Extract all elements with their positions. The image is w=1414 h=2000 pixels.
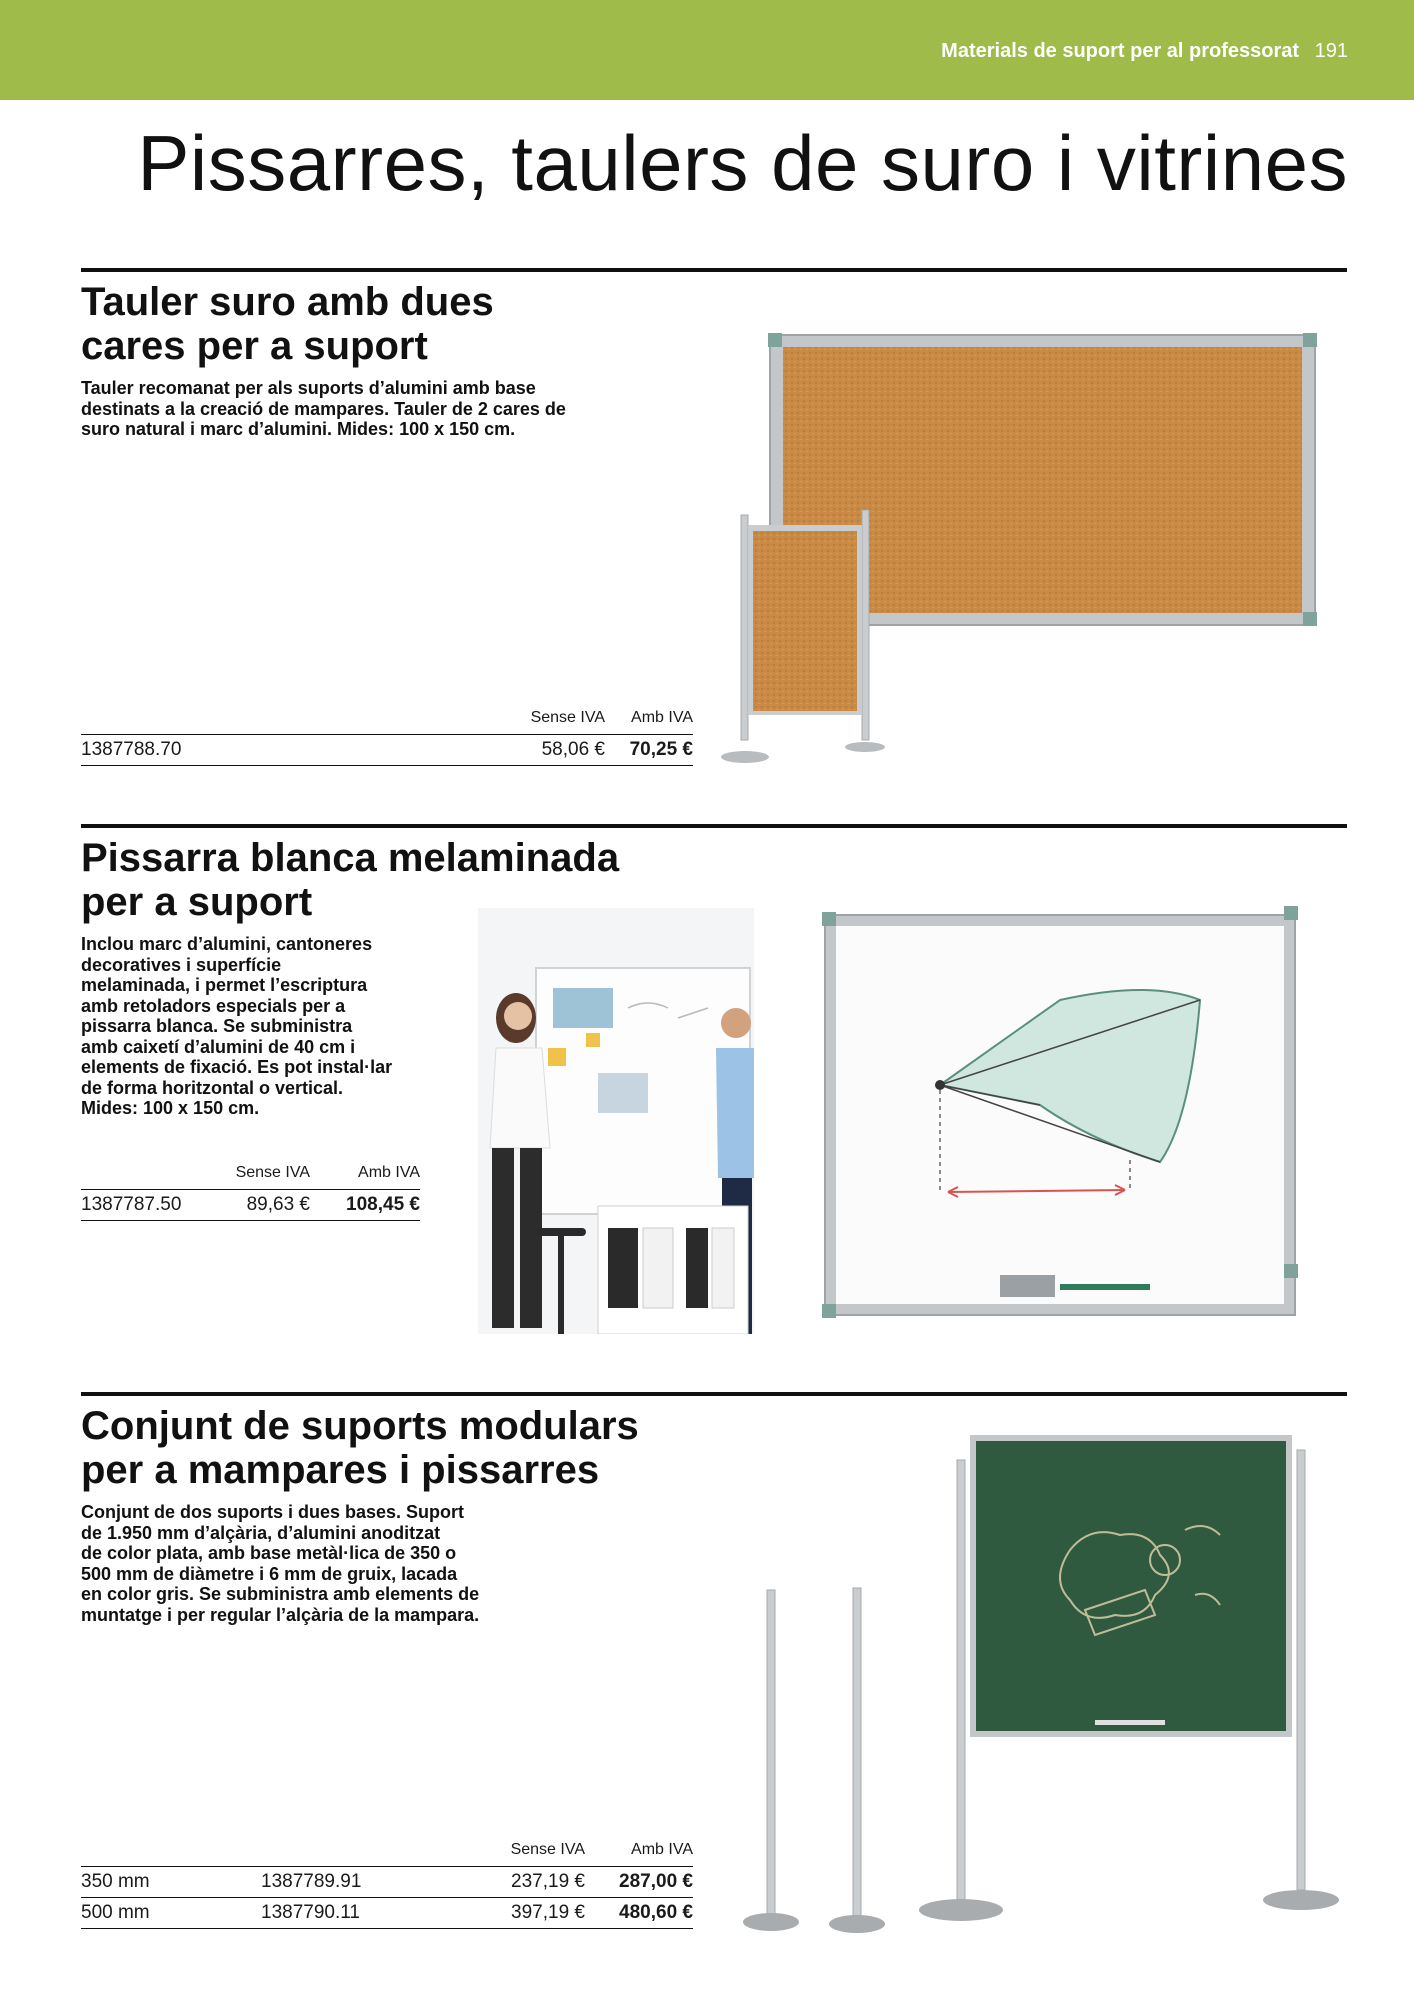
sticky-note	[548, 1048, 566, 1066]
stand-pole	[862, 510, 869, 740]
stand-pole	[741, 515, 748, 740]
price-sense-iva: 237,19 €	[455, 1867, 585, 1898]
desc-line: destinats a la creació de mampares. Tauler de 2 cares de	[81, 398, 566, 419]
col-header-amb-iva: Amb IVA	[631, 1841, 693, 1858]
title-line: Pissarra blanca melaminada	[81, 836, 620, 880]
table-row	[81, 1190, 420, 1221]
header-section-label	[941, 40, 1348, 63]
desc-line: amb retoladors especials per a	[81, 995, 346, 1016]
cork-board-image	[700, 315, 1340, 770]
eraser	[1000, 1275, 1055, 1297]
corner	[822, 912, 836, 926]
product-ref: 1387789.91	[261, 1867, 455, 1898]
product-ref: 1387787.50	[81, 1190, 200, 1221]
product-title-supports	[81, 1404, 639, 1492]
desc-line: Inclou marc d’alumini, cantoneres	[81, 934, 373, 954]
desc-line: suro natural i marc d’alumini. Mides: 100 x 150 cm.	[81, 419, 516, 439]
product-description-whiteboard	[81, 934, 392, 1119]
desc-line: muntatge i per regular l’alçària de la mampara.	[81, 1604, 480, 1625]
person-face	[504, 1002, 532, 1030]
small-cork-surface	[753, 531, 857, 711]
drawn-point	[935, 1080, 945, 1090]
section-divider	[81, 824, 1347, 828]
price-sense-iva: 397,19 €	[455, 1898, 585, 1929]
col-header-sense-iva: Sense IVA	[530, 709, 605, 726]
desc-line: de color plata, amb base metàl·lica de 350 o	[81, 1543, 457, 1563]
corner	[1284, 1264, 1298, 1278]
page-number: 191	[1314, 40, 1348, 62]
product-size: 500 mm	[81, 1898, 261, 1929]
section-label: Materials de suport per al professorat	[941, 40, 1300, 62]
sticky-note	[586, 1033, 600, 1047]
supports-image	[725, 1420, 1345, 1950]
desc-line: pissarra blanca. Se subministra	[81, 1016, 353, 1036]
support-pole	[853, 1588, 861, 1920]
header-bar	[0, 0, 1414, 100]
stand-base	[721, 751, 769, 763]
product-ref: 1387790.11	[261, 1898, 455, 1929]
support-base	[829, 1915, 885, 1933]
col-header-sense-iva: Sense IVA	[510, 1841, 585, 1858]
price-amb-iva: 70,25 €	[605, 735, 693, 766]
person-face	[721, 1008, 751, 1038]
product-description-cork	[81, 378, 566, 440]
table-row	[81, 1867, 693, 1898]
section-divider	[81, 268, 1347, 272]
corner	[1284, 906, 1298, 920]
support-base	[1263, 1890, 1339, 1910]
title-line: cares per a suport	[81, 324, 428, 368]
desc-line: Tauler recomanat per als suports d’alumini amb base	[81, 378, 536, 398]
person-shirt	[716, 1048, 754, 1178]
price-amb-iva: 287,00 €	[585, 1867, 693, 1898]
price-amb-iva: 480,60 €	[585, 1898, 693, 1929]
table-row	[81, 1898, 693, 1929]
corner	[1303, 612, 1317, 626]
corner	[1303, 333, 1317, 347]
support-base	[743, 1913, 799, 1931]
support-pole	[957, 1460, 965, 1900]
desc-line: decoratives i superfície	[81, 954, 282, 975]
board-photo	[553, 988, 613, 1028]
desc-line: 500 mm de diàmetre i 6 mm de gruix, lacada	[81, 1563, 458, 1584]
desc-line: Conjunt de dos suports i dues bases. Suport	[81, 1502, 465, 1522]
price-sense-iva: 89,63 €	[200, 1190, 310, 1221]
product-ref: 1387788.70	[81, 735, 485, 766]
title-line: Tauler suro amb dues	[81, 280, 494, 324]
col-header-amb-iva: Amb IVA	[358, 1164, 420, 1181]
corner	[822, 1304, 836, 1318]
marker	[1060, 1284, 1150, 1290]
title-line: per a suport	[81, 880, 313, 924]
price-sense-iva: 58,06 €	[485, 735, 605, 766]
corner	[768, 333, 782, 347]
stand-base	[845, 742, 885, 752]
price-table-supports	[81, 1840, 693, 1929]
section-divider	[81, 1392, 1347, 1396]
price-amb-iva: 108,45 €	[310, 1190, 420, 1221]
product-size: 350 mm	[81, 1867, 261, 1898]
whiteboard-image	[820, 900, 1310, 1320]
chalkboard-surface	[976, 1441, 1286, 1731]
table-row	[81, 735, 693, 766]
desc-line: melaminada, i permet l’escriptura	[81, 975, 368, 995]
title-line: per a mampares i pissarres	[81, 1448, 600, 1492]
support-pole	[767, 1590, 775, 1920]
person-legs	[492, 1148, 514, 1328]
person-shirt	[490, 1048, 550, 1148]
desc-line: de forma horitzontal o vertical.	[81, 1077, 344, 1098]
col-header-amb-iva: Amb IVA	[631, 709, 693, 726]
price-table-cork	[81, 708, 693, 766]
desc-line: de 1.950 mm d’alçària, d’alumini anoditzat	[81, 1522, 441, 1543]
price-table-whiteboard	[81, 1163, 420, 1221]
desc-line: elements de fixació. Es pot instal·lar	[81, 1057, 393, 1077]
title-line: Conjunt de suports modulars	[81, 1404, 639, 1448]
product-title-cork	[81, 280, 494, 368]
board-photo	[598, 1073, 648, 1113]
support-pole	[1297, 1450, 1305, 1890]
classroom-photo	[478, 908, 754, 1334]
col-header-sense-iva: Sense IVA	[235, 1164, 310, 1181]
page-title: Pissarres, taulers de suro i vitrines	[137, 119, 1348, 207]
support-base	[919, 1899, 1003, 1921]
desc-line: Mides: 100 x 150 cm.	[81, 1098, 260, 1118]
product-description-supports	[81, 1502, 479, 1625]
desc-line: amb caixetí d’alumini de 40 cm i	[81, 1036, 356, 1057]
desc-line: en color gris. Se subministra amb elements de	[81, 1584, 480, 1604]
